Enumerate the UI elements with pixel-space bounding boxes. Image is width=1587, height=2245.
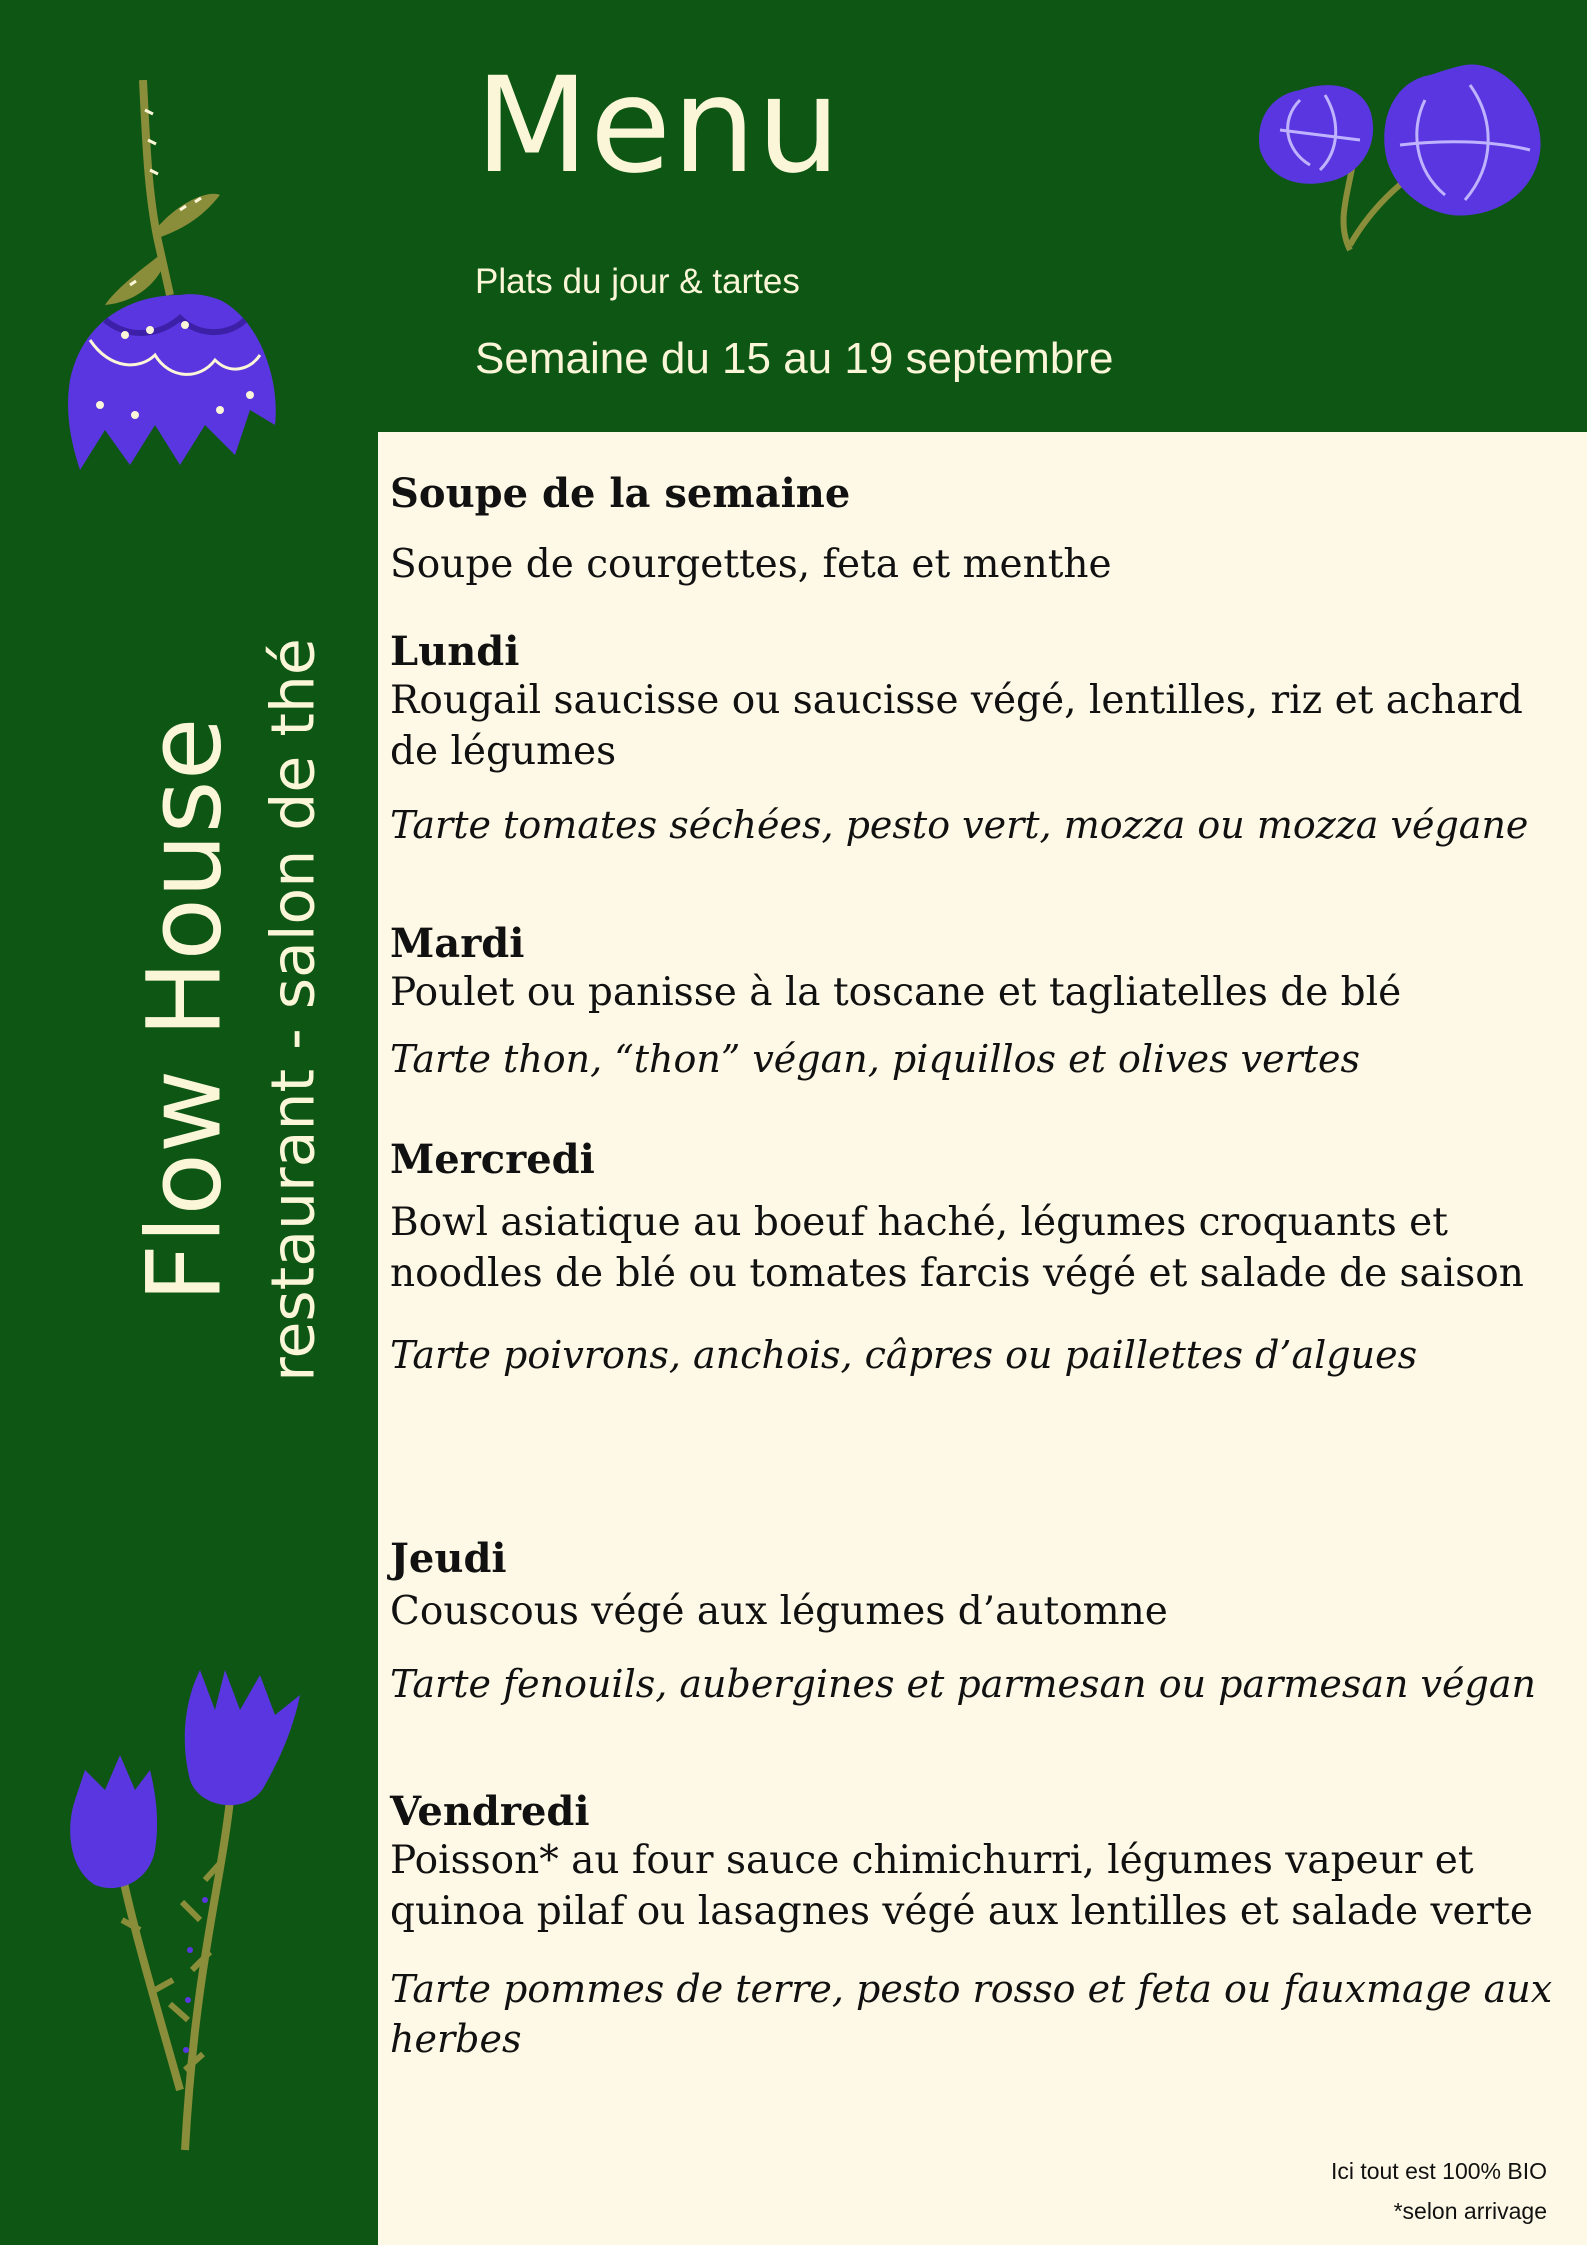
day-dish: Couscous végé aux légumes d’automne: [390, 1589, 1168, 1634]
day-heading: Mardi: [390, 920, 525, 967]
brand-name: Flow House: [125, 717, 245, 1303]
day-tart: Tarte thon, “thon” végan, piquillos et olives vertes: [390, 1037, 1361, 1082]
tulips-icon: [60, 1670, 330, 2160]
day-heading: Mercredi: [390, 1136, 595, 1183]
day-heading: Vendredi: [390, 1788, 590, 1835]
brand-tagline: restaurant - salon de thé: [258, 638, 329, 1382]
day-section-mercredi: [390, 1136, 1560, 1380]
page-title: Menu: [475, 49, 842, 203]
day-section-mardi: [390, 920, 1560, 1085]
day-dish: Poisson* au four sauce chimichurri, légumes vapeur et quinoa pilaf ou lasagnes végé aux lentilles et salade verte: [390, 1838, 1534, 1935]
day-heading: Jeudi: [390, 1535, 507, 1582]
page-subtitle: Plats du jour & tartes: [475, 262, 800, 301]
day-dish: Poulet ou panisse à la toscane et tagliatelles de blé: [390, 970, 1402, 1015]
day-tart: Tarte pommes de terre, pesto rosso et feta ou fauxmage aux herbes: [390, 1966, 1553, 2062]
day-section-lundi: [390, 628, 1560, 850]
soup-section: [390, 470, 1560, 590]
availability-note: *selon arrivage: [1393, 2198, 1547, 2224]
hanging-flower-icon: [60, 80, 330, 480]
day-heading: Lundi: [390, 628, 520, 675]
organic-note: Ici tout est 100% BIO: [1330, 2158, 1547, 2184]
week-range: Semaine du 15 au 19 septembre: [475, 334, 1114, 383]
day-section-jeudi: [390, 1535, 1560, 1710]
brand-vertical: [124, 638, 331, 1382]
day-dish: Bowl asiatique au boeuf haché, légumes croquants et noodles de blé ou tomates farcis végé et salade de saison: [390, 1200, 1524, 1297]
day-tart: Tarte fenouils, aubergines et parmesan ou parmesan végan: [390, 1662, 1536, 1707]
soup-dish: Soupe de courgettes, feta et menthe: [390, 542, 1112, 587]
day-dish: Rougail saucisse ou saucisse végé, lentilles, riz et achard de légumes: [390, 678, 1523, 775]
day-tart: Tarte poivrons, anchois, câpres ou paillettes d’algues: [390, 1332, 1418, 1377]
day-tart: Tarte tomates séchées, pesto vert, mozza ou mozza végane: [390, 802, 1529, 847]
two-flowers-icon: [1240, 40, 1560, 260]
day-section-vendredi: [390, 1788, 1560, 2064]
soup-heading: Soupe de la semaine: [390, 470, 851, 517]
